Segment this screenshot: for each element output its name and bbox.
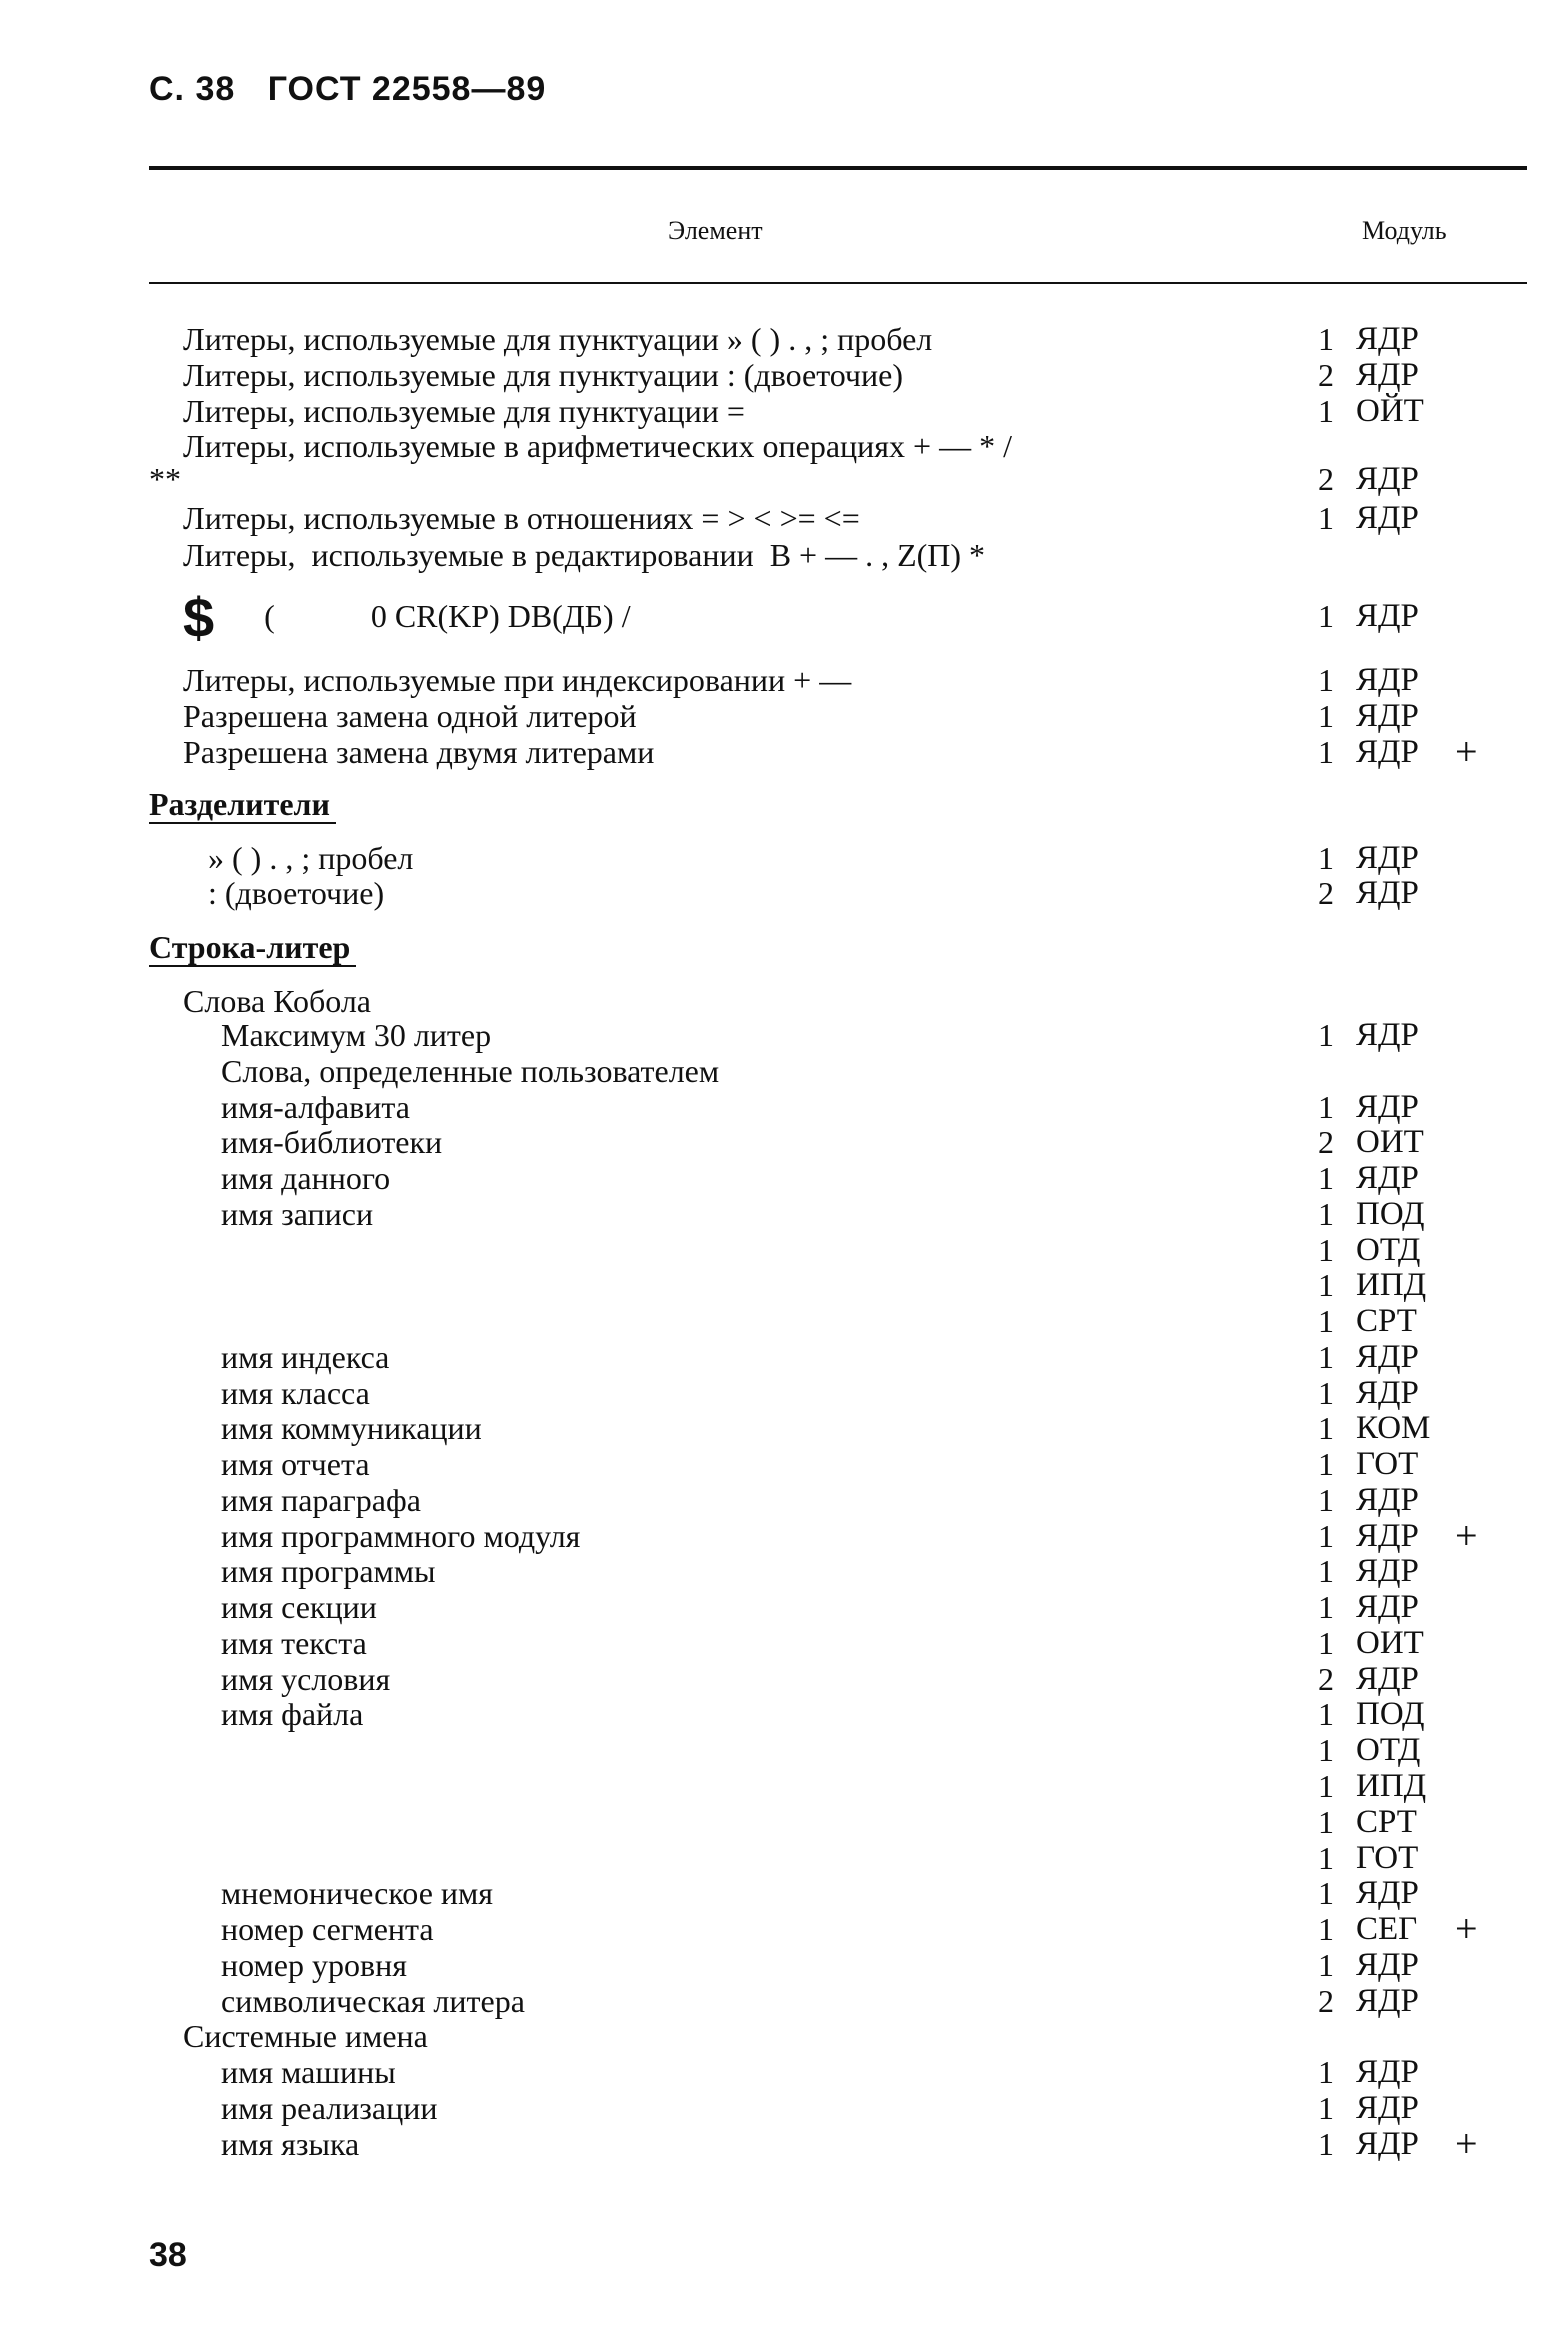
level-number: 1 <box>1318 1875 1334 1912</box>
level-number: 1 <box>1318 1338 1334 1375</box>
module-code: ЯДР <box>1356 1160 1419 1197</box>
element-text: » ( ) . , ; пробел <box>208 839 414 876</box>
plus-mark: + <box>1455 1906 1478 1952</box>
element-text: имя записи <box>221 1195 374 1232</box>
level-number: 1 <box>1318 1696 1334 1733</box>
table-row <box>0 1375 1565 1411</box>
module-code: ОИТ <box>1356 1124 1424 1161</box>
element-label <box>221 2054 396 2090</box>
module-code: ОИТ <box>1356 1624 1424 1661</box>
element-label <box>221 1053 719 1089</box>
element-text: имя программного модуля <box>221 1517 581 1554</box>
element-text: имя языка <box>221 2125 360 2162</box>
table-row <box>0 929 1565 965</box>
element-label <box>221 1482 421 1518</box>
table-row <box>0 728 1565 774</box>
table-row <box>0 1124 1565 1160</box>
table-row <box>0 500 1565 536</box>
module-code: ОТД <box>1356 1732 1421 1769</box>
level-number: 1 <box>1318 662 1334 699</box>
module-code: ЯДР <box>1356 2089 1419 2126</box>
module-code: ЯДР <box>1356 1338 1419 1375</box>
element-text: номер сегмента <box>221 1911 434 1948</box>
element-label <box>221 1661 390 1697</box>
element-text: имя-алфавита <box>221 1088 410 1125</box>
element-label <box>221 1518 580 1554</box>
level-number: 1 <box>1318 1446 1334 1483</box>
level-number: 1 <box>1318 1303 1334 1340</box>
table-row <box>0 1553 1565 1589</box>
module-code: ПОД <box>1356 1195 1425 1232</box>
section-heading <box>149 929 356 965</box>
element-text: Разделители <box>149 786 336 824</box>
table-row <box>0 461 1565 497</box>
table-row <box>0 2120 1565 2166</box>
table-row <box>0 1947 1565 1983</box>
level-number: 1 <box>1318 1732 1334 1769</box>
element-text: имя-библиотеки <box>221 1124 443 1161</box>
table-row <box>0 1906 1565 1952</box>
level-number: 1 <box>1318 1195 1334 1232</box>
element-text: Литеры, используемые в арифметических операциях + — * / <box>183 428 1012 465</box>
module-code: ЯДР <box>1356 1660 1419 1697</box>
element-label <box>221 1017 491 1053</box>
element-text: имя программы <box>221 1553 436 1590</box>
element-label <box>183 983 371 1019</box>
module-code: ЯДР <box>1356 500 1419 536</box>
level-number: 1 <box>1318 1017 1334 1054</box>
level-number: 2 <box>1318 1982 1334 2019</box>
table-row <box>0 537 1565 573</box>
level-number: 1 <box>1318 1589 1334 1626</box>
table-row <box>0 1196 1565 1232</box>
standard-number: ГОСТ 22558—89 <box>267 70 547 108</box>
table-row <box>0 1446 1565 1482</box>
table-row <box>0 2090 1565 2126</box>
module-code: ЯДР <box>1356 1088 1419 1125</box>
table-row <box>0 1482 1565 1518</box>
level-number: 1 <box>1318 1946 1334 1983</box>
element-label <box>183 2018 428 2054</box>
page-header <box>149 70 568 109</box>
module-code: ИПД <box>1356 1768 1427 1804</box>
module-code: ЯДР <box>1356 1589 1419 1626</box>
level-number: 1 <box>1318 1624 1334 1661</box>
level-number: 1 <box>1318 1911 1334 1948</box>
module-code: ЯДР <box>1356 598 1419 635</box>
module-code: ОЙТ <box>1356 392 1424 429</box>
module-code: ЯДР <box>1356 321 1419 358</box>
level-number: 1 <box>1318 1768 1334 1804</box>
level-number: 2 <box>1318 1124 1334 1161</box>
plus-mark: + <box>1455 728 1478 774</box>
table-row <box>0 2018 1565 2054</box>
level-number: 1 <box>1318 500 1334 536</box>
level-number: 2 <box>1318 356 1334 393</box>
table-row <box>0 698 1565 734</box>
level-number: 1 <box>1318 1481 1334 1518</box>
module-code: ГОТ <box>1356 1446 1419 1483</box>
table-row <box>0 875 1565 911</box>
element-text: мнемоническое имя <box>221 1875 493 1912</box>
table-row <box>0 662 1565 698</box>
table-row <box>0 1053 1565 1089</box>
element-text: : (двоеточие) <box>208 875 385 912</box>
element-text: Литеры, используемые в редактировании B + — . , Z(П) * <box>183 537 986 574</box>
element-text: Слова, определенные пользователем <box>221 1052 720 1089</box>
level-number: 1 <box>1318 1517 1334 1554</box>
table-row <box>0 1410 1565 1446</box>
level-number: 1 <box>1318 698 1334 735</box>
element-label <box>183 393 745 429</box>
table-row <box>0 786 1565 822</box>
element-label <box>149 461 181 497</box>
element-label <box>208 875 384 911</box>
level-number: 2 <box>1318 1660 1334 1697</box>
module-code: СРТ <box>1356 1803 1417 1840</box>
module-code: ЯДР <box>1356 733 1419 770</box>
page-number: 38 <box>149 2236 187 2274</box>
element-text: имя текста <box>221 1624 367 1661</box>
element-label <box>183 734 654 770</box>
module-code: ЯДР <box>1356 1875 1419 1912</box>
level-number: 1 <box>1318 598 1334 635</box>
module-code: ИПД <box>1356 1267 1427 1304</box>
level-number: 1 <box>1318 2054 1334 2091</box>
module-code: ЯДР <box>1356 1946 1419 1983</box>
table-row <box>0 393 1565 429</box>
element-text: имя коммуникации <box>221 1410 482 1447</box>
level-number: 1 <box>1318 1803 1334 1840</box>
dollar-symbol: $ <box>183 586 215 650</box>
element-text: символическая литера <box>221 1982 525 2019</box>
module-code: ЯДР <box>1356 1517 1419 1554</box>
table-row <box>0 1267 1565 1303</box>
table-row <box>0 1017 1565 1053</box>
table-row <box>0 1732 1565 1768</box>
level-number: 1 <box>1318 1374 1334 1411</box>
table-row <box>0 1339 1565 1375</box>
element-text: имя параграфа <box>221 1481 421 1518</box>
table-row <box>0 2054 1565 2090</box>
module-code: ЯДР <box>1356 1481 1419 1518</box>
module-code: ЯДР <box>1356 1982 1419 2019</box>
table-row <box>0 1589 1565 1625</box>
table-row <box>0 1512 1565 1558</box>
module-code: ПОД <box>1356 1696 1425 1733</box>
element-label <box>208 840 413 876</box>
element-label <box>221 2090 437 2126</box>
element-label <box>221 1446 370 1482</box>
table-row <box>0 1696 1565 1732</box>
table-row <box>0 840 1565 876</box>
element-label <box>221 1160 390 1196</box>
element-text: имя файла <box>221 1696 364 1733</box>
element-text: имя условия <box>221 1660 391 1697</box>
table-row <box>0 1160 1565 1196</box>
element-label <box>221 1696 363 1732</box>
level-number: 1 <box>1318 2125 1334 2162</box>
element-label <box>221 1947 407 1983</box>
module-code: ЯДР <box>1356 2054 1419 2091</box>
level-number: 1 <box>1318 1088 1334 1125</box>
element-label <box>183 321 932 357</box>
table-row <box>0 428 1565 464</box>
element-text: имя индекса <box>221 1338 390 1375</box>
element-text: Системные имена <box>183 2018 428 2055</box>
table-row <box>0 1804 1565 1840</box>
element-text: имя класса <box>221 1374 370 1411</box>
element-text: Литеры, используемые для пунктуации : (двоеточие) <box>183 356 903 393</box>
element-label <box>221 1983 525 2019</box>
element-label <box>183 428 1012 464</box>
module-code: СРТ <box>1356 1303 1417 1340</box>
element-text: Разрешена замена двумя литерами <box>183 733 655 770</box>
element-label <box>221 1089 410 1125</box>
element-text: Литеры, используемые при индексировании + — <box>183 662 852 699</box>
table-row <box>0 321 1565 357</box>
table-row <box>0 1232 1565 1268</box>
element-label <box>221 1589 377 1625</box>
table-row <box>0 586 1565 650</box>
module-code: КОМ <box>1356 1410 1431 1447</box>
element-text: Разрешена замена одной литерой <box>183 698 637 735</box>
element-label <box>183 500 860 536</box>
plus-mark: + <box>1455 1512 1478 1558</box>
level-number: 1 <box>1318 1553 1334 1590</box>
table-row <box>0 1983 1565 2019</box>
level-number: 1 <box>1318 392 1334 429</box>
level-number: 1 <box>1318 733 1334 770</box>
level-number: 1 <box>1318 839 1334 876</box>
module-code: ЯДР <box>1356 698 1419 735</box>
element-label <box>221 1875 493 1911</box>
element-text: имя отчета <box>221 1446 370 1483</box>
column-header-element: Элемент <box>668 216 763 245</box>
table-row <box>0 1661 1565 1697</box>
element-text: Литеры, используемые для пунктуации = <box>183 392 745 429</box>
level-number: 2 <box>1318 875 1334 912</box>
module-code: ЯДР <box>1356 1553 1419 1590</box>
element-text: ** <box>149 461 181 498</box>
module-code: ЯДР <box>1356 461 1419 498</box>
module-code: ОТД <box>1356 1231 1421 1268</box>
element-label <box>221 1625 367 1661</box>
element-text: имя машины <box>221 2054 396 2091</box>
table-row <box>0 1875 1565 1911</box>
table-row <box>0 1089 1565 1125</box>
element-label <box>221 2126 359 2162</box>
module-code: ЯДР <box>1356 662 1419 699</box>
element-text: имя данного <box>221 1160 391 1197</box>
table-row <box>0 1840 1565 1876</box>
section-heading <box>149 786 336 822</box>
top-rule <box>149 166 1527 170</box>
level-number: 1 <box>1318 1267 1334 1304</box>
element-text: Максимум 30 литер <box>221 1017 492 1054</box>
module-code: ЯДР <box>1356 1017 1419 1054</box>
element-text: Строка-литер <box>149 929 356 967</box>
table-row <box>0 1303 1565 1339</box>
element-label <box>221 1196 373 1232</box>
element-label <box>221 1339 389 1375</box>
module-code: ЯДР <box>1356 875 1419 912</box>
plus-mark: + <box>1455 2120 1478 2166</box>
level-number: 1 <box>1318 2089 1334 2126</box>
level-number: 1 <box>1318 321 1334 358</box>
level-number: 1 <box>1318 1231 1334 1268</box>
module-code: ЯДР <box>1356 2125 1419 2162</box>
element-label <box>221 1124 442 1160</box>
level-number: 1 <box>1318 1160 1334 1197</box>
table-row <box>0 1625 1565 1661</box>
element-label <box>221 1553 436 1589</box>
module-code: ГОТ <box>1356 1839 1419 1876</box>
module-code: ЯДР <box>1356 356 1419 393</box>
header-rule <box>149 282 1527 284</box>
element-label <box>183 586 631 650</box>
element-text: Литеры, используемые для пунктуации » ( ) . , ; пробел <box>183 321 933 358</box>
element-text: Слова Кобола <box>183 982 371 1019</box>
element-text: ( 0 CR(KP) DB(ДБ) / <box>264 598 631 635</box>
table-row <box>0 1768 1565 1804</box>
module-code: ЯДР <box>1356 839 1419 876</box>
table-row <box>0 357 1565 393</box>
element-label <box>221 1375 370 1411</box>
element-label <box>221 1410 482 1446</box>
element-text: Литеры, используемые в отношениях = > < >= <= <box>183 500 860 536</box>
element-text: номер уровня <box>221 1946 407 1983</box>
element-label <box>221 1911 434 1947</box>
element-label <box>183 357 903 393</box>
column-header-module: Модуль <box>1362 216 1447 245</box>
module-code: СЕГ <box>1356 1911 1418 1948</box>
element-label <box>183 698 637 734</box>
page-prefix: С. 38 <box>149 70 236 108</box>
level-number: 2 <box>1318 461 1334 498</box>
element-label <box>183 537 985 573</box>
element-text: имя реализации <box>221 2089 438 2126</box>
element-text: имя секции <box>221 1589 377 1626</box>
module-code: ЯДР <box>1356 1374 1419 1411</box>
level-number: 1 <box>1318 1839 1334 1876</box>
element-label <box>183 662 851 698</box>
level-number: 1 <box>1318 1410 1334 1447</box>
table-row <box>0 983 1565 1019</box>
